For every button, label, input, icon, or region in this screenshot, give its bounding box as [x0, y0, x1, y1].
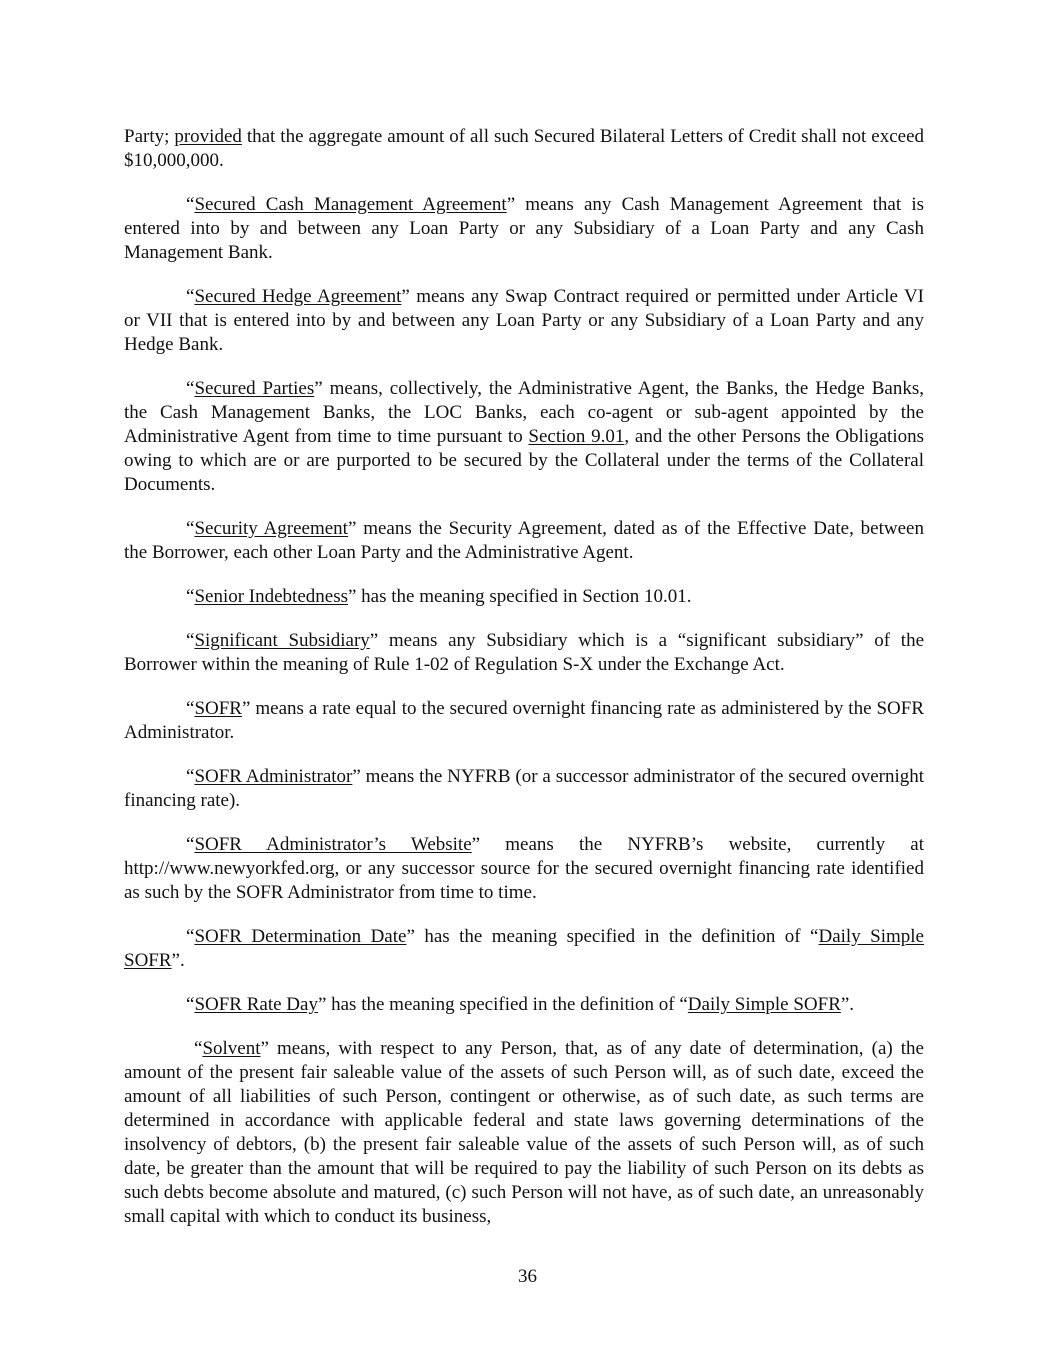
definition-reference: Daily Simple SOFR	[124, 926, 924, 971]
defined-term: SOFR Rate Day	[194, 994, 318, 1015]
defined-term: Secured Cash Management Agreement	[194, 194, 507, 215]
paragraph-secured-bilateral-loc-continued	[124, 125, 924, 173]
definition-text: ” has the meaning specified in the definition of “	[406, 926, 819, 947]
definition-secured-hedge-agreement	[124, 285, 924, 357]
open-quote: “	[186, 994, 195, 1015]
open-quote: “	[186, 194, 195, 215]
open-quote: “	[186, 630, 195, 651]
open-quote: “	[194, 1038, 203, 1059]
definition-text: ” means, with respect to any Person, that, as of any date of determination, (a) the amount of the present fair saleable value of the assets of such Person will, as of such date, exceed the amount of all liabilities of such Person, contingent or otherwise, as of such date, as such terms are determined in accordance with applicable federal and state laws governing determinations of the insolvency of debtors, (b) the present fair saleable value of the assets of such Person will, as of such date, be greater than the amount that will be required to pay the liability of such Person on its debts as such debts become absolute and matured, (c) such Person will not have, as of such date, an unreasonably small capital with which to conduct its business,	[124, 1038, 924, 1227]
open-quote: “	[186, 926, 195, 947]
defined-term: SOFR Determination Date	[194, 926, 407, 947]
document-body	[124, 125, 924, 1249]
text: Party;	[124, 126, 175, 147]
definition-text: ” means, collectively, the Administrative Agent, the Banks, the Hedge Banks, the Cash Management Banks, the LOC Banks, each co-agent or sub-agent appointed by the Administrative Agent from time to time pursuant to	[124, 378, 925, 447]
section-reference: Section 9.01	[528, 426, 625, 447]
defined-term: Solvent	[202, 1038, 261, 1059]
definition-text: ” has the meaning specified in the definition of “	[317, 994, 688, 1015]
open-quote: “	[186, 518, 195, 539]
open-quote: “	[186, 834, 195, 855]
definition-sofr-administrator	[124, 765, 924, 813]
definition-senior-indebtedness	[124, 585, 924, 609]
defined-term: Security Agreement	[194, 518, 348, 539]
definition-significant-subsidiary	[124, 629, 924, 677]
defined-term: Secured Parties	[194, 378, 315, 399]
defined-term: Secured Hedge Agreement	[194, 286, 402, 307]
definition-text: ” means any Subsidiary which is a “significant subsidiary” of the Borrower within the meaning of Rule 1-02 of Regulation S-X under the Exchange Act.	[124, 630, 925, 675]
definition-text: ” means any Swap Contract required or permitted under Article VI or VII that is entered into by and between any Loan Party or any Subsidiary of a Loan Party and any Hedge Bank.	[124, 286, 924, 355]
definition-sofr	[124, 697, 924, 745]
open-quote: “	[186, 698, 195, 719]
definition-text: ” has the meaning specified in Section 10.01.	[348, 586, 692, 607]
open-quote: “	[186, 378, 195, 399]
definition-security-agreement	[124, 517, 924, 565]
open-quote: “	[186, 286, 195, 307]
definition-text: ” means any Cash Management Agreement that is entered into by and between any Loan Party or any Subsidiary of a Loan Party and any Cash Management Bank.	[124, 194, 924, 263]
definition-text: , and the other Persons the Obligations owing to which are or are purported to be secured by the Collateral under the terms of the Collateral Documents.	[124, 426, 924, 495]
open-quote: “	[186, 586, 195, 607]
definition-sofr-determination-date	[124, 925, 924, 973]
text: that the aggregate amount of all such Secured Bilateral Letters of Credit shall not exceed $10,000,000.	[124, 126, 924, 171]
definition-text: ” means the NYFRB (or a successor administrator of the secured overnight financing rate).	[124, 766, 925, 811]
definition-sofr-rate-day	[124, 993, 924, 1017]
definition-sofr-administrators-website	[124, 833, 924, 905]
defined-term: SOFR Administrator’s Website	[194, 834, 472, 855]
definition-text: ” means the NYFRB’s website, currently at http://www.newyorkfed.org, or any successor source for the secured overnight financing rate identified as such by the SOFR Administrator from time to time.	[124, 834, 924, 903]
definition-reference: Daily Simple SOFR	[687, 994, 841, 1015]
page-number: 36	[518, 1266, 537, 1287]
defined-term: Senior Indebtedness	[194, 586, 348, 607]
definition-text: ” means a rate equal to the secured overnight financing rate as administered by the SOFR Administrator.	[124, 698, 924, 743]
definition-secured-cash-management-agreement	[124, 193, 924, 265]
definition-text: ”.	[840, 994, 855, 1015]
definition-text: ”.	[171, 950, 185, 971]
defined-term: SOFR	[194, 698, 242, 719]
open-quote: “	[186, 766, 195, 787]
defined-term: SOFR Administrator	[194, 766, 353, 787]
definition-text: ” means the Security Agreement, dated as of the Effective Date, between the Borrower, each other Loan Party and the Administrative Agent.	[124, 518, 924, 563]
defined-term: Significant Subsidiary	[194, 630, 370, 651]
definition-secured-parties	[124, 377, 924, 497]
underlined-term: provided	[174, 126, 242, 147]
definition-solvent	[124, 1037, 924, 1229]
